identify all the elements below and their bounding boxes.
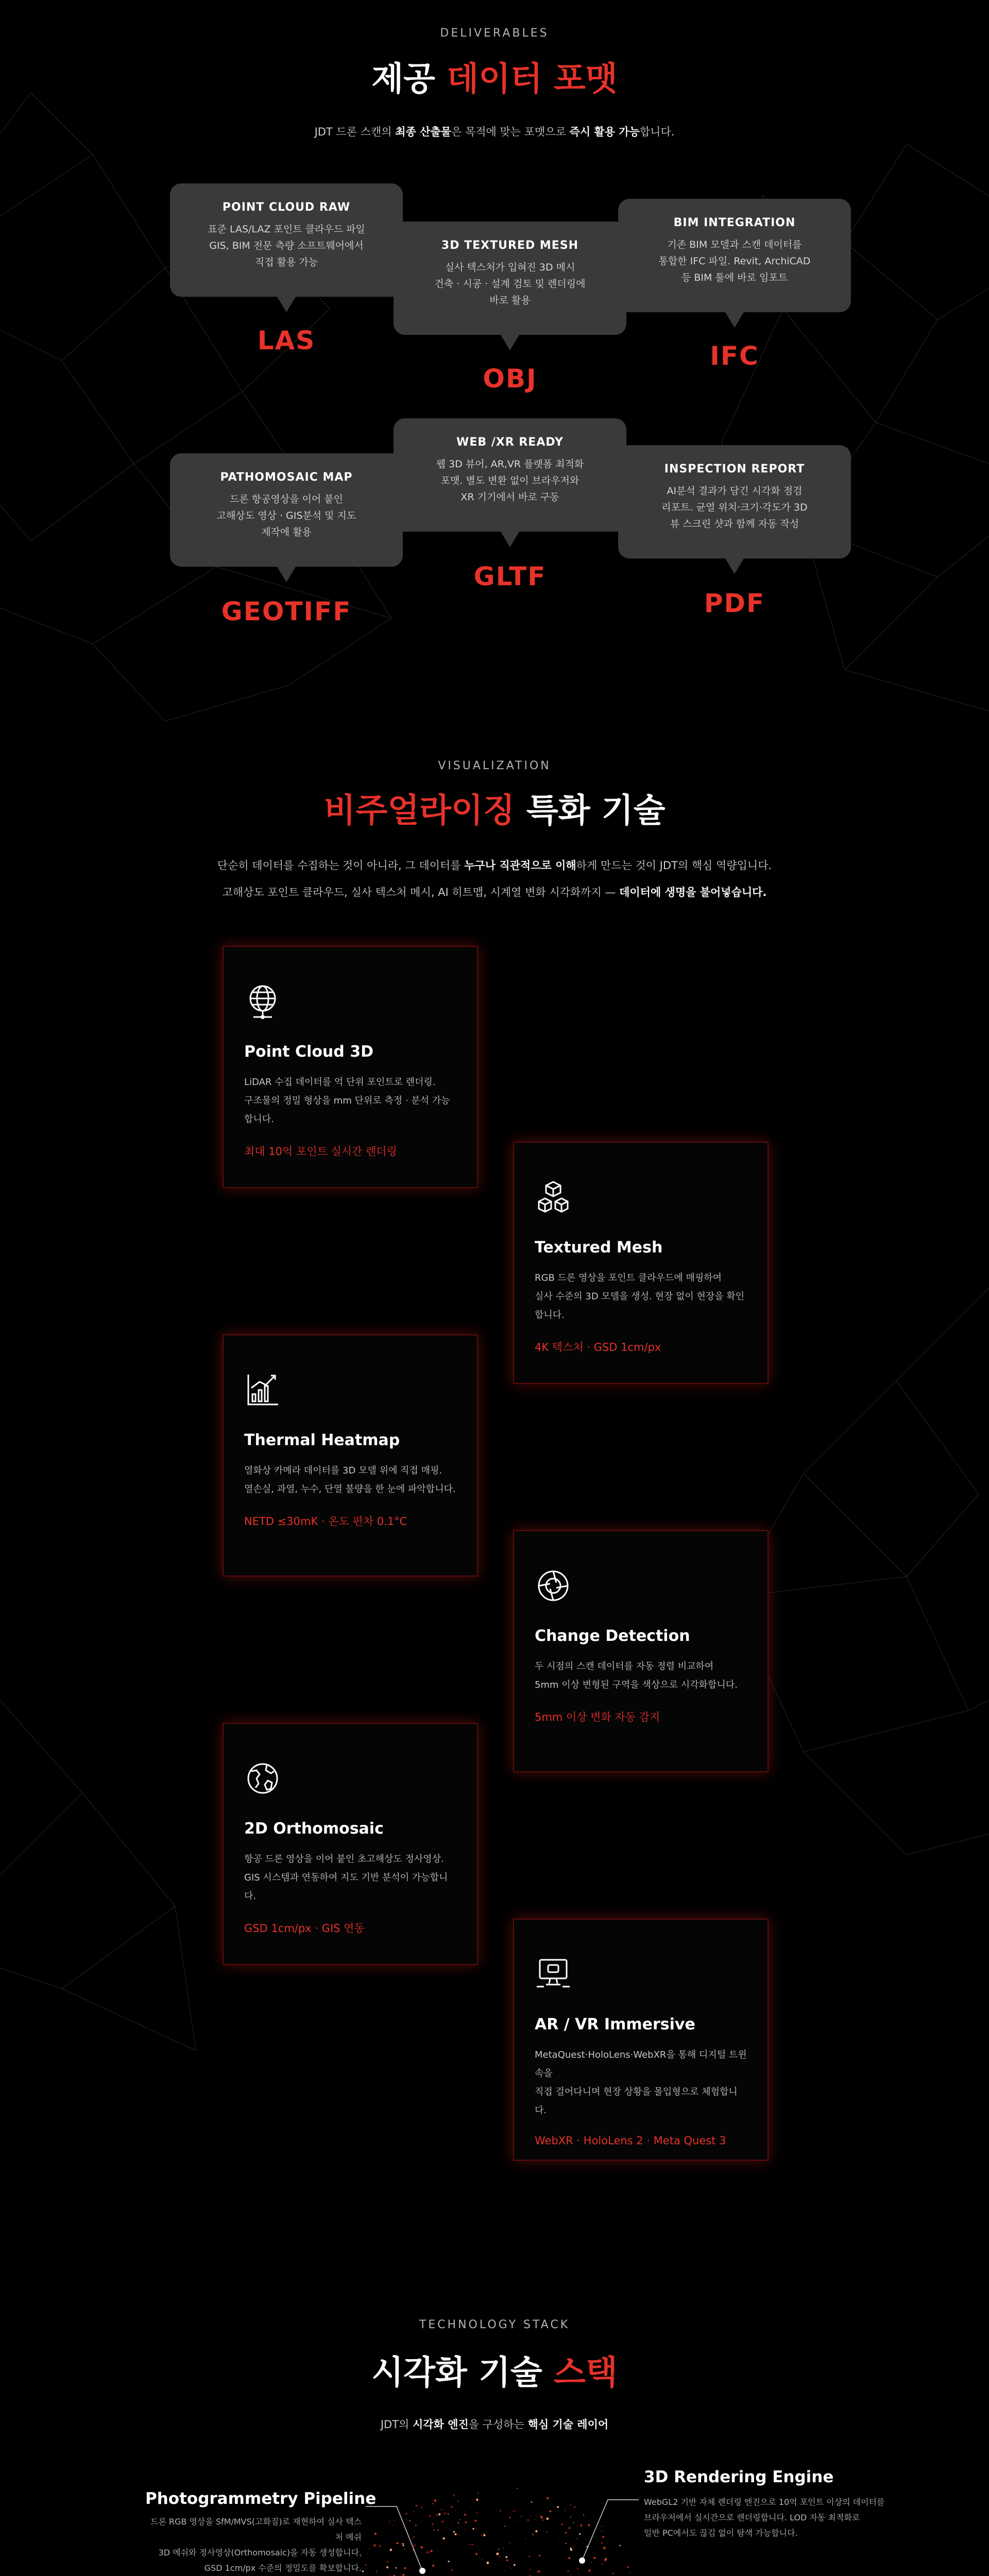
- viz-sub-text: 고해상도 포인트 클라우드, 실사 텍스처 메시, AI 히트맵, 시계열 변화 시각화까지 —: [222, 886, 620, 899]
- mesh-cubes-icon: [535, 1179, 572, 1216]
- sphere-particle: [500, 2561, 501, 2562]
- sphere-particle: [433, 2503, 434, 2504]
- viz-card-title: AR / VR Immersive: [535, 2015, 695, 2033]
- format-label-gltf: GLTF: [473, 562, 547, 591]
- sphere-particle: [509, 2566, 510, 2567]
- sphere-particle: [452, 2557, 453, 2558]
- viz-card-stat: NETD ≤30mK · 온도 편차 0.1°C: [244, 1515, 407, 1528]
- tech-sub-bold: 시각화 엔진: [413, 2418, 469, 2431]
- format-label-geotiff: GEOTIFF: [221, 597, 352, 626]
- sphere-particle: [546, 2531, 548, 2533]
- deliverable-desc: [394, 259, 626, 309]
- sphere-particle: [365, 2564, 367, 2566]
- viz-card-stat: GSD 1cm/px · GIS 연동: [244, 1922, 365, 1935]
- deliverables-title-red: 데이터 포맷: [447, 60, 618, 98]
- viz-card-stat: 4K 텍스처 · GSD 1cm/px: [535, 1341, 661, 1353]
- sphere-particle: [515, 2520, 516, 2521]
- sphere-particle: [476, 2528, 477, 2529]
- sphere-particle: [390, 2549, 392, 2551]
- sphere-particle: [498, 2549, 499, 2550]
- sphere-particle: [436, 2514, 438, 2516]
- sphere-particle: [362, 2570, 364, 2572]
- sphere-particle: [412, 2538, 413, 2539]
- viz-card-ar-vr: [513, 1919, 769, 2161]
- deliverable-card-obj: [394, 222, 626, 335]
- sphere-particle: [542, 2519, 544, 2521]
- sphere-particle: [629, 2572, 630, 2573]
- sphere-particle: [448, 2513, 449, 2515]
- desc-line: MetaQuest·HoloLens·WebXR을 통해 디지털 트윈 속을: [535, 2049, 747, 2079]
- earth-map-icon: [244, 1760, 281, 1797]
- visualization-eyebrow: VISUALIZATION: [438, 759, 551, 772]
- sphere-particle: [468, 2544, 469, 2545]
- sphere-particle: [455, 2533, 457, 2535]
- sphere-particle: [530, 2569, 531, 2570]
- sphere-particle: [569, 2557, 571, 2559]
- sphere-particle: [415, 2524, 417, 2527]
- sphere-particle: [525, 2538, 526, 2539]
- viz-card-textured-mesh: [513, 1142, 769, 1384]
- sphere-particle: [437, 2529, 439, 2531]
- sphere-particle: [595, 2572, 596, 2573]
- deliverable-desc: [170, 221, 403, 270]
- viz-card-orthomosaic: [223, 1723, 478, 1965]
- heatmap-chart-icon: [244, 1371, 281, 1409]
- sphere-particle: [601, 2542, 603, 2544]
- sphere-particle: [511, 2568, 513, 2569]
- desc-line: 리포트. 균열 위치·크기·각도가 3D: [661, 502, 808, 513]
- deliverable-desc: [618, 236, 851, 286]
- desc-line: 실사 텍스처가 입혀진 3D 메시: [445, 262, 575, 273]
- visualization-title: [0, 784, 989, 832]
- tech-sub-text: 을 구성하는: [468, 2418, 528, 2431]
- sphere-particle: [421, 2506, 422, 2507]
- sphere-particle: [577, 2555, 578, 2556]
- sphere-particle: [394, 2520, 395, 2521]
- viz-card-desc: [535, 1269, 747, 1325]
- sphere-particle: [557, 2506, 559, 2508]
- desc-line: 바로 활용: [489, 295, 531, 306]
- sphere-particle: [441, 2520, 444, 2523]
- sphere-particle: [531, 2515, 532, 2516]
- sphere-particle: [504, 2526, 505, 2527]
- deliverable-card-pdf: [618, 445, 851, 558]
- sphere-particle: [426, 2551, 428, 2553]
- sphere-particle: [483, 2535, 484, 2536]
- desc-line: 표준 LAS/LAZ 포인트 클라우드 파일: [208, 224, 365, 235]
- sphere-particle: [441, 2509, 442, 2510]
- sphere-particle: [374, 2533, 377, 2535]
- sphere-particle: [407, 2521, 408, 2522]
- sphere-particle: [434, 2530, 435, 2531]
- deliverable-title: BIM INTEGRATION: [673, 216, 796, 229]
- sphere-particle: [464, 2514, 466, 2516]
- sphere-particle: [627, 2566, 629, 2568]
- desc-line: XR 기기에서 바로 구동: [461, 492, 559, 503]
- sphere-particle: [379, 2545, 381, 2547]
- tech-title: [0, 2346, 989, 2394]
- sphere-particle: [569, 2527, 571, 2529]
- sphere-particle: [517, 2488, 518, 2489]
- sphere-particle: [402, 2574, 404, 2576]
- sphere-particle: [565, 2510, 566, 2511]
- sphere-particle: [479, 2557, 480, 2558]
- sphere-particle: [451, 2522, 452, 2523]
- desc-line: LiDAR 수집 데이터를 억 단위 포인트로 렌더링.: [244, 1077, 436, 1088]
- tech-sub-text: JDT의: [380, 2418, 413, 2431]
- deliverables-sub-text: 은 목적에 맞는 포맷으로: [451, 126, 570, 138]
- sphere-particle: [396, 2567, 397, 2569]
- sphere-particle: [487, 2562, 489, 2564]
- viz-card-stat: 5mm 이상 변화 자동 감지: [535, 1711, 660, 1723]
- format-label-ifc: IFC: [710, 341, 759, 371]
- sphere-particle: [413, 2536, 415, 2538]
- monitor-xr-icon: [535, 1956, 572, 1993]
- desc-line: 제작에 활용: [261, 527, 312, 538]
- sphere-particle: [565, 2543, 567, 2544]
- sphere-particle: [455, 2510, 456, 2511]
- deliverables-sub-bold1: 최종 산출물: [395, 126, 451, 138]
- deliverable-title: POINT CLOUD RAW: [222, 201, 351, 214]
- desc-line: 열화상 카메라 데이터를 3D 모델 위에 직접 매핑.: [244, 1465, 442, 1476]
- sphere-particle: [403, 2545, 404, 2547]
- desc-line: 포맷. 별도 변환 없이 브라우저와: [440, 475, 579, 486]
- sphere-particle: [593, 2557, 595, 2559]
- sphere-particle: [444, 2512, 446, 2514]
- sphere-particle: [527, 2519, 529, 2521]
- sphere-particle: [369, 2548, 370, 2549]
- visualization-title-red: 비주얼라이징: [323, 792, 515, 830]
- tech-subtitle: [0, 2416, 989, 2432]
- desc-line: 건축 · 시공 · 설계 검토 및 렌더링에: [434, 278, 586, 290]
- sphere-particle: [602, 2526, 603, 2527]
- sphere-particle: [514, 2510, 516, 2512]
- sphere-particle: [514, 2564, 516, 2566]
- sphere-particles: [327, 2488, 663, 2576]
- sphere-particle: [549, 2510, 551, 2512]
- sphere-particle: [431, 2549, 433, 2551]
- sphere-particle: [534, 2519, 535, 2520]
- sphere-particle: [573, 2522, 574, 2523]
- sphere-particle: [618, 2572, 619, 2573]
- sphere-particle: [472, 2544, 473, 2545]
- sphere-particle: [602, 2564, 603, 2565]
- deliverables-eyebrow: DELIVERABLES: [440, 27, 549, 40]
- sphere-particle: [530, 2550, 531, 2551]
- sphere-particle: [561, 2524, 562, 2526]
- desc-line: 통합한 IFC 파일. Revit, ArchiCAD: [658, 256, 811, 267]
- viz-sub-bold: 데이터에 생명을 불어넣습니다.: [619, 886, 767, 899]
- format-label-las: LAS: [257, 326, 316, 355]
- sphere-particle: [437, 2550, 438, 2551]
- tech-sub-bold: 핵심 기술 레이어: [527, 2418, 609, 2431]
- desc-line: 일반 PC에서도 끊김 없이 탐색 가능합니다.: [644, 2528, 798, 2538]
- viz-sub-bold: 누구나 직관적으로 이해: [464, 859, 576, 872]
- aperture-icon: [535, 1567, 572, 1604]
- sphere-particle: [432, 2565, 434, 2567]
- desc-line: 3D 메쉬와 정사영상(Orthomosaic)을 자동 생성합니다.: [158, 2548, 362, 2557]
- sphere-particle: [457, 2522, 459, 2523]
- deliverable-title: PATHOMOSAIC MAP: [220, 471, 353, 484]
- sphere-particle: [483, 2533, 485, 2535]
- visualization-line1: [0, 857, 989, 873]
- viz-sub-text: 단순히 데이터를 수집하는 것이 아니라, 그 데이터를: [217, 859, 465, 872]
- sphere-particle: [476, 2512, 478, 2513]
- sphere-particle: [527, 2500, 528, 2501]
- sphere-particle: [588, 2524, 590, 2526]
- sphere-particle: [475, 2553, 478, 2555]
- sphere-particle: [535, 2530, 537, 2532]
- sphere-particle: [413, 2511, 414, 2512]
- deliverable-card-ifc: [618, 199, 851, 312]
- sphere-particle: [453, 2531, 455, 2533]
- deliverable-desc: [170, 491, 403, 540]
- sphere-particle: [476, 2499, 478, 2501]
- viz-card-title: 2D Orthomosaic: [244, 1820, 384, 1838]
- sphere-particle: [512, 2511, 513, 2512]
- sphere-particle: [499, 2555, 500, 2557]
- desc-line: 열손실, 과열, 누수, 단열 불량을 한 눈에 파악합니다.: [244, 1484, 456, 1495]
- tech-desc-rendering: [644, 2495, 901, 2541]
- sphere-particle: [416, 2505, 417, 2506]
- sphere-particle: [404, 2567, 406, 2569]
- viz-card-desc: [244, 1850, 456, 1906]
- desc-line: AI분석 결과가 담긴 시각화 점검: [667, 485, 803, 497]
- deliverables-sub-bold2: 즉시 활용 가능: [569, 126, 640, 138]
- sphere-particle: [472, 2528, 474, 2530]
- sphere-particle: [529, 2556, 530, 2557]
- sphere-particle: [602, 2536, 604, 2538]
- sphere-particle: [583, 2515, 585, 2516]
- desc-line: 직접 활용 가능: [254, 257, 318, 268]
- deliverable-title: 3D TEXTURED MESH: [441, 239, 579, 252]
- sphere-particle: [392, 2525, 393, 2526]
- viz-sub-text: 하게 만드는 것이 JDT의 핵심 역량입니다.: [576, 859, 772, 872]
- visualization-title-white: 특화 기술: [515, 792, 666, 830]
- sphere-particle: [389, 2521, 390, 2522]
- tech-title-photogrammetry: Photogrammetry Pipeline: [145, 2489, 377, 2508]
- format-label-pdf: PDF: [704, 588, 765, 618]
- sphere-particle: [421, 2508, 422, 2509]
- desc-line: 5mm 이상 변형된 구역을 색상으로 시각화합니다.: [535, 1680, 738, 1690]
- sphere-particle: [581, 2524, 583, 2527]
- format-label-obj: OBJ: [483, 364, 537, 394]
- desc-line: 실사 수준의 3D 모델을 생성. 현장 없이 현장을 확인합니다.: [535, 1291, 745, 1320]
- deliverable-desc: [394, 456, 626, 505]
- sphere-particle: [531, 2501, 533, 2503]
- sphere-particle: [404, 2549, 405, 2550]
- sphere-particle: [414, 2545, 416, 2547]
- desc-line: 두 시점의 스캔 데이터를 자동 정렬 비교하여: [535, 1661, 714, 1672]
- sphere-particle: [457, 2501, 458, 2502]
- deliverables-title-white: 제공: [371, 60, 447, 98]
- sphere-particle: [438, 2513, 440, 2515]
- sphere-particle: [451, 2505, 453, 2508]
- sphere-particle: [459, 2534, 460, 2535]
- sphere-particle: [464, 2511, 465, 2512]
- deliverable-title: WEB /XR READY: [456, 436, 564, 449]
- sphere-particle: [506, 2560, 508, 2561]
- viz-card-point-cloud: [223, 946, 478, 1188]
- tech-title-rendering: 3D Rendering Engine: [644, 2468, 834, 2486]
- deliverable-card-las: [170, 183, 403, 297]
- desc-line: GSD 1cm/px 수준의 정밀도를 확보합니다.: [204, 2563, 362, 2573]
- sphere-particle: [547, 2497, 549, 2499]
- sphere-particle: [515, 2531, 516, 2532]
- deliverables-subtitle: [0, 124, 989, 139]
- sphere-particle: [573, 2506, 575, 2508]
- deliverable-title: INSPECTION REPORT: [664, 463, 805, 476]
- viz-card-title: Point Cloud 3D: [244, 1043, 373, 1061]
- deliverable-desc: [618, 483, 851, 532]
- sphere-particle: [603, 2547, 606, 2550]
- tech-eyebrow: TECHNOLOGY STACK: [419, 2318, 570, 2331]
- tech-title-white: 시각화 기술: [371, 2354, 554, 2392]
- sphere-particle: [448, 2561, 449, 2562]
- sphere-particle: [432, 2526, 433, 2527]
- sphere-particle: [578, 2573, 579, 2574]
- desc-line: 등 BIM 툴에 바로 임포트: [681, 272, 788, 283]
- viz-card-desc: [244, 1073, 456, 1129]
- desc-line: RGB 드론 영상을 포인트 클라우드에 매핑하여: [535, 1273, 722, 1283]
- sphere-particle: [368, 2554, 369, 2555]
- sphere-particle: [509, 2543, 510, 2544]
- sphere-particle: [389, 2574, 390, 2575]
- sphere-particle: [558, 2538, 559, 2539]
- sphere-particle: [588, 2569, 590, 2571]
- viz-card-title: Textured Mesh: [535, 1239, 663, 1257]
- desc-line: 브라우저에서 실시간으로 렌더링합니다. LOD 자동 최적화로: [644, 2513, 860, 2522]
- sphere-particle: [429, 2515, 431, 2517]
- sphere-particle: [474, 2520, 476, 2522]
- sphere-particle: [396, 2542, 398, 2544]
- sphere-particle: [577, 2568, 578, 2569]
- deliverables-sub-text: JDT 드론 스캔의: [314, 126, 396, 138]
- sphere-particle: [465, 2521, 466, 2523]
- sphere-particle: [509, 2517, 511, 2518]
- viz-card-desc: [535, 1657, 747, 1694]
- desc-line: 직접 걸어다니며 현장 상황을 몰입형으로 체험합니다.: [535, 2087, 738, 2116]
- viz-card-desc: [244, 1462, 456, 1499]
- desc-line: 고해상도 영상 · GIS분석 및 지도: [216, 510, 356, 521]
- sphere-particle: [547, 2517, 549, 2520]
- sphere-particle: [565, 2532, 567, 2533]
- globe-network-icon: [244, 983, 281, 1020]
- desc-line: GIS 시스템과 연동하여 지도 기반 분석이 가능합니다.: [244, 1872, 448, 1902]
- deliverables-title: [0, 53, 989, 100]
- sphere-particle: [500, 2510, 501, 2512]
- sphere-particle: [386, 2566, 388, 2568]
- sphere-particle: [619, 2545, 621, 2547]
- tech-desc-photogrammetry: [145, 2514, 362, 2576]
- sphere-particle: [570, 2516, 572, 2518]
- sphere-particle: [571, 2574, 572, 2575]
- sphere-particle: [470, 2544, 471, 2545]
- sphere-particle: [420, 2546, 423, 2549]
- sphere-particle: [482, 2559, 483, 2560]
- tech-title-red: 스택: [554, 2354, 618, 2392]
- sphere-particle: [604, 2558, 607, 2561]
- sphere-particle: [537, 2571, 538, 2572]
- sphere-particle: [612, 2572, 615, 2574]
- viz-card-desc: [535, 2046, 747, 2120]
- desc-line: GIS, BIM 전문 측량 소프트웨어에서: [209, 240, 364, 251]
- sphere-particle: [521, 2516, 522, 2517]
- sphere-particle: [451, 2569, 453, 2571]
- sphere-particle: [481, 2535, 482, 2536]
- deliverables-sub-text: 합니다.: [639, 126, 675, 138]
- sphere-particle: [570, 2549, 572, 2551]
- sphere-particle: [577, 2526, 578, 2527]
- viz-card-stat: 최대 10억 포인트 실시간 렌더링: [244, 1145, 397, 1158]
- sphere-particle: [505, 2556, 507, 2558]
- sphere-particle: [539, 2555, 540, 2556]
- sphere-particle: [387, 2561, 389, 2563]
- desc-line: 기존 BIM 모델과 스캔 데이터를: [667, 239, 802, 250]
- sphere-particle: [601, 2531, 602, 2532]
- viz-card-change-detection: [513, 1530, 769, 1772]
- sphere-particle: [460, 2519, 461, 2520]
- sphere-particle: [579, 2533, 581, 2535]
- sphere-particle: [504, 2570, 505, 2571]
- sphere-particle: [568, 2570, 569, 2572]
- deliverable-card-gltf: [394, 418, 626, 532]
- desc-line: WebGL2 기반 자체 렌더링 엔진으로 10억 포인트 이상의 데이터를: [644, 2497, 885, 2507]
- desc-line: 항공 드론 영상을 이어 붙인 초고해상도 정사영상.: [244, 1854, 444, 1865]
- sphere-particle: [538, 2570, 540, 2572]
- sphere-particle: [576, 2538, 577, 2539]
- desc-line: 드론 RGB 영상을 SfM/MVS(고화질)로 재현하여 실사 텍스처 메쉬: [150, 2517, 362, 2542]
- desc-line: 뷰 스크린 샷과 함께 자동 작성: [670, 518, 799, 530]
- desc-line: 웹 3D 뷰어, AR,VR 플랫폼 최적화: [436, 459, 584, 470]
- sphere-particle: [410, 2520, 411, 2521]
- visualization-line2: [0, 884, 989, 900]
- sphere-particle: [532, 2533, 534, 2535]
- sphere-particle: [541, 2517, 543, 2519]
- sphere-particle: [453, 2495, 455, 2497]
- deliverable-card-geotiff: [170, 453, 403, 567]
- desc-line: 드론 항공영상을 이어 붙인: [229, 494, 343, 505]
- sphere-particle: [458, 2539, 459, 2540]
- sphere-particle: [374, 2545, 376, 2547]
- viz-card-thermal-heatmap: [223, 1334, 478, 1577]
- sphere-particle: [434, 2500, 436, 2502]
- sphere-particle: [496, 2553, 499, 2555]
- sphere-particle: [429, 2552, 430, 2553]
- sphere-particle: [432, 2523, 434, 2525]
- viz-card-stat: WebXR · HoloLens 2 · Meta Quest 3: [535, 2134, 726, 2147]
- sphere-particle: [376, 2570, 377, 2572]
- sphere-particle: [386, 2566, 387, 2567]
- sphere-particle: [405, 2513, 407, 2515]
- sphere-particle: [402, 2543, 404, 2545]
- sphere-particle: [442, 2537, 445, 2539]
- sphere-particle: [445, 2510, 446, 2511]
- desc-line: 구조물의 정밀 형상을 mm 단위로 측정 · 분석 가능합니다.: [244, 1095, 450, 1125]
- sphere-particle: [591, 2562, 592, 2563]
- viz-card-title: Thermal Heatmap: [244, 1431, 400, 1449]
- viz-card-title: Change Detection: [535, 1627, 690, 1645]
